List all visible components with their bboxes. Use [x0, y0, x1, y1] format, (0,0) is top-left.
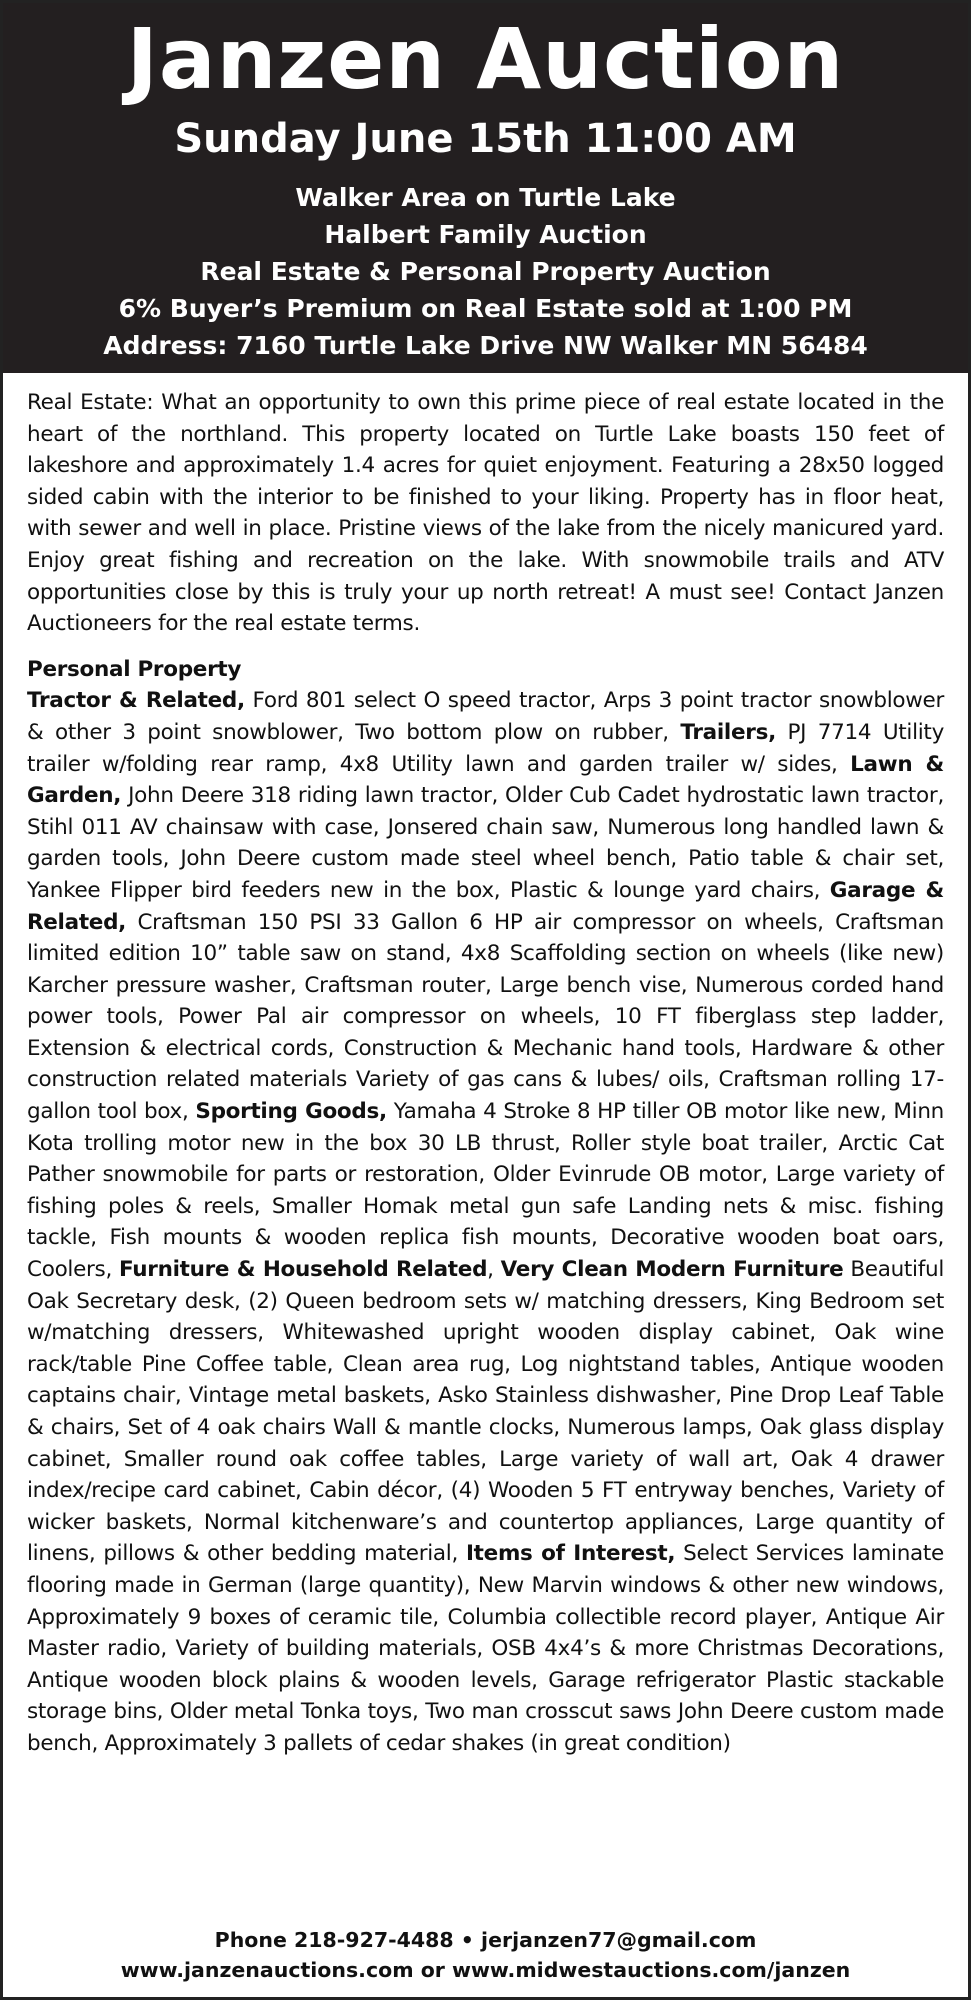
contact-line: Phone 218-927-4488 • jerjanzen77@gmail.com: [214, 1928, 757, 1952]
family-line: Halbert Family Auction: [324, 220, 647, 249]
auction-type-line: Real Estate & Personal Property Auction: [200, 257, 771, 286]
category-sporting-goods: Sporting Goods,: [195, 1099, 387, 1125]
website-line: www.janzenauctions.com or www.midwestauctions.com/janzen: [120, 1958, 851, 1982]
sporting-goods-items: Yamaha 4 Stroke 8 HP tiller OB motor like new, Minn Kota trolling motor new in the box 30 LB thrust, Roller style boat trailer, Arctic Cat Pather snowmobile for parts or restoration, Older Evinrude OB motor, Large variety of fishing poles & reels, Smaller Homak metal gun safe Landing nets & misc. fishing tackle, Fish mounts & wooden replica fish mounts, Decorative wooden boat oars, Coolers,: [27, 1099, 944, 1283]
address-line: Address: 7160 Turtle Lake Drive NW Walker MN 56484: [103, 331, 868, 360]
category-modern-furniture: Very Clean Modern Furniture: [500, 1257, 844, 1283]
category-furniture: Furniture & Household Related: [118, 1257, 488, 1283]
category-items-of-interest: Items of Interest,: [465, 1541, 676, 1567]
real-estate-description: Real Estate: What an opportunity to own this prime piece of real estate located in the heart of the northland. This property located on Turtle Lake boasts 150 feet of lakeshore and approximately 1.4 acres for quiet enjoyment. Featuring a 28x50 logged sided cabin with the interior to be finished to your liking. Property has in floor heat, with sewer and well in place. Pristine views of the lake from the nicely manicured yard. Enjoy great fishing and recreation on the lake. With snowmobile trails and ATV opportunities close by this is truly your up north retreat! A must see! Contact Janzen Auctioneers for the real estate terms.: [27, 390, 944, 637]
lawn-garden-items: John Deere 318 riding lawn tractor, Older Cub Cadet hydrostatic lawn tractor, Stihl 011 AV chainsaw with case, Jonsered chain saw, Numerous long handled lawn & garden tools, John Deere custom made steel wheel bench, Patio table & chair set, Yankee Flipper bird feeders new in the box, Plastic & lounge yard chairs,: [27, 783, 944, 903]
category-garage: Garage & Related,: [27, 877, 944, 935]
personal-property-listing: [27, 685, 944, 1759]
personal-property-heading: Personal Property: [27, 656, 242, 682]
ad-body: [3, 373, 968, 1760]
buyers-premium-line: 6% Buyer’s Premium on Real Estate sold at 1:00 PM: [118, 294, 853, 323]
category-trailers: Trailers,: [680, 719, 776, 745]
auction-date: Sunday June 15th 11:00 AM: [174, 116, 797, 162]
items-of-interest: Select Services laminate flooring made in German (large quantity), New Marvin windows & other new windows, Approximately 9 boxes of ceramic tile, Columbia collectible record player, Antique Air Master radio, Variety of building materials, OSB 4x4’s & more Christmas Decorations, Antique wooden block plains & wooden levels, Garage refrigerator Plastic stackable storage bins, Older metal Tonka toys, Two man crosscut saws John Deere custom made bench, Approximately 3 pallets of cedar shakes (in great condition): [27, 1541, 944, 1756]
category-tractor: Tractor & Related,: [27, 688, 245, 714]
garage-items: Craftsman 150 PSI 33 Gallon 6 HP air compressor on wheels, Craftsman limited edition 10” table saw on stand, 4x8 Scaffolding section on wheels (like new) Karcher pressure washer, Craftsman router, Large bench vise, Numerous corded hand power tools, Power Pal air compressor on wheels, 10 FT fiberglass step ladder, Extension & electrical cords, Construction & Mechanic hand tools, Hardware & other construction related materials Variety of gas cans & lubes/ oils, Craftsman rolling 17-gallon tool box,: [27, 909, 944, 1125]
ad-footer: [3, 1925, 968, 1985]
furniture-items: Beautiful Oak Secretary desk, (2) Queen bedroom sets w/ matching dressers, King Bedroom set w/matching dressers, Whitewashed upright wooden display cabinet, Oak wine rack/table Pine Coffee table, Clean area rug, Log nightstand tables, Antique wooden captains chair, Vintage metal baskets, Asko Stainless dishwasher, Pine Drop Leaf Table & chairs, Set of 4 oak chairs Wall & mantle clocks, Numerous lamps, Oak glass display cabinet, Smaller round oak coffee tables, Large variety of wall art, Oak 4 drawer index/recipe card cabinet, Cabin décor, (4) Wooden 5 FT entryway benches, Variety of wicker baskets, Normal kitchenware’s and countertop appliances, Large quantity of linens, pillows & other bedding material,: [27, 1257, 944, 1567]
ad-header: [3, 3, 968, 373]
trailers-items: PJ 7714 Utility trailer w/folding rear ramp, 4x8 Utility lawn and garden trailer w/ sides,: [27, 719, 944, 777]
category-lawn-garden: Lawn & Garden,: [27, 751, 945, 809]
tractor-items: Ford 801 select O speed tractor, Arps 3 point tractor snowblower & other 3 point snowblower, Two bottom plow on rubber,: [27, 688, 944, 745]
auction-title: Janzen Auction: [126, 10, 845, 108]
location-line: Walker Area on Turtle Lake: [295, 183, 676, 212]
category-separator: ,: [487, 1257, 501, 1283]
